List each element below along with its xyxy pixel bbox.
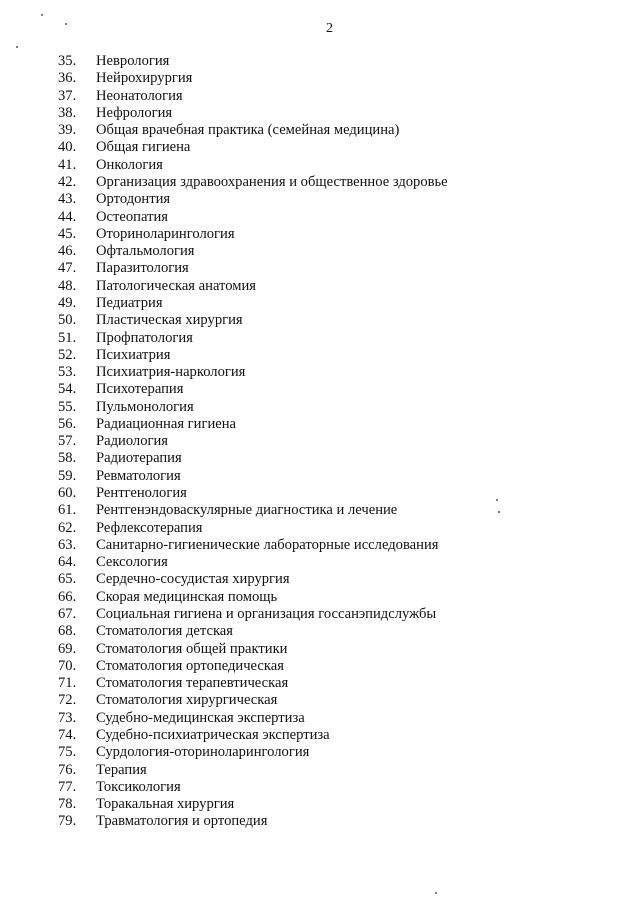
list-item <box>58 330 448 347</box>
list-item-number: 76. <box>58 761 77 778</box>
list-item-number: 75. <box>58 744 77 761</box>
list-item <box>58 260 448 277</box>
list-item <box>58 364 448 381</box>
page-number: 2 <box>326 21 333 36</box>
specialty-list <box>58 53 448 831</box>
list-item-text: Оториноларингология <box>96 225 235 242</box>
list-item-number: 50. <box>58 312 77 329</box>
list-item-text: Общая врачебная практика (семейная медицина) <box>96 122 400 139</box>
list-item <box>58 710 448 727</box>
list-item-number: 79. <box>58 813 77 830</box>
list-item <box>58 347 448 364</box>
list-item-number: 52. <box>58 346 77 363</box>
list-item <box>58 589 448 606</box>
list-item <box>58 675 448 692</box>
list-item-text: Стоматология ортопедическая <box>96 657 284 674</box>
list-item-text: Профпатология <box>96 329 193 346</box>
list-item <box>58 554 448 571</box>
list-item-text: Неврология <box>96 53 170 69</box>
list-item-number: 67. <box>58 606 77 622</box>
list-item <box>58 692 448 709</box>
list-item <box>58 226 448 243</box>
list-item <box>58 450 448 467</box>
list-item-number: 57. <box>58 433 77 450</box>
list-item <box>58 243 448 260</box>
list-item <box>58 468 448 485</box>
list-item <box>58 105 448 122</box>
list-item-number: 63. <box>58 536 77 553</box>
list-item-text: Стоматология хирургическая <box>96 692 278 709</box>
list-item-number: 38. <box>58 104 77 121</box>
list-item-text: Неонатология <box>96 87 183 104</box>
list-item-text: Социальная гигиена и организация госсанэпидслужбы <box>96 606 437 622</box>
list-item-text: Радиационная гигиена <box>96 415 237 432</box>
list-item <box>58 727 448 744</box>
list-item-text: Судебно-психиатрическая экспертиза <box>96 726 330 743</box>
scan-speck <box>435 892 437 894</box>
list-item-text: Сурдология-оториноларингология <box>96 744 310 761</box>
list-item-text: Психиатрия-наркология <box>96 364 246 381</box>
list-item-text: Стоматология терапевтическая <box>96 675 289 692</box>
list-item-text: Рентгенология <box>96 485 187 502</box>
list-item <box>58 139 448 156</box>
list-item-number: 54. <box>58 381 77 398</box>
list-item-text: Психиатрия <box>96 346 171 363</box>
list-item <box>58 70 448 87</box>
list-item-number: 45. <box>58 225 77 242</box>
list-item-number: 65. <box>58 571 77 588</box>
list-item <box>58 209 448 226</box>
list-item-number: 59. <box>58 467 77 484</box>
list-item <box>58 658 448 675</box>
list-item-number: 49. <box>58 294 77 311</box>
list-item-number: 37. <box>58 87 77 104</box>
list-item <box>58 571 448 588</box>
list-item-text: Онкология <box>96 156 163 173</box>
list-item <box>58 122 448 139</box>
scan-speck <box>496 499 498 501</box>
list-item-text: Радиология <box>96 433 169 450</box>
list-item-text: Остеопатия <box>96 208 168 225</box>
scan-speck <box>65 23 67 25</box>
list-item <box>58 762 448 779</box>
list-item <box>58 399 448 416</box>
list-item <box>58 485 448 502</box>
list-item-number: 66. <box>58 588 77 605</box>
list-item-number: 36. <box>58 70 77 87</box>
list-item <box>58 174 448 191</box>
list-item-number: 74. <box>58 726 77 743</box>
list-item-text: Организация здравоохранения и общественное здоровье <box>96 173 448 190</box>
list-item-number: 77. <box>58 778 77 795</box>
list-item <box>58 623 448 640</box>
list-item <box>58 779 448 796</box>
list-item <box>58 191 448 208</box>
list-item-text: Ревматология <box>96 467 181 484</box>
list-item-text: Психотерапия <box>96 381 184 398</box>
list-item <box>58 433 448 450</box>
list-item-number: 62. <box>58 519 77 536</box>
list-item <box>58 278 448 295</box>
list-item <box>58 295 448 312</box>
list-item-text: Нефрология <box>96 104 173 121</box>
list-item-number: 64. <box>58 554 77 571</box>
list-item <box>58 312 448 329</box>
list-item <box>58 796 448 813</box>
list-item-text: Радиотерапия <box>96 450 182 467</box>
list-item-number: 72. <box>58 692 77 709</box>
list-item-text: Стоматология детская <box>96 623 234 640</box>
list-item-text: Сексология <box>96 554 168 571</box>
list-item-text: Терапия <box>96 761 147 778</box>
list-item-number: 51. <box>58 329 77 346</box>
list-item-text: Травматология и ортопедия <box>96 813 268 830</box>
list-item <box>58 520 448 537</box>
list-item <box>58 381 448 398</box>
list-item <box>58 502 448 519</box>
list-item-number: 61. <box>58 502 77 519</box>
list-item-text: Санитарно-гигиенические лабораторные исследования <box>96 536 439 553</box>
list-item-text: Токсикология <box>96 778 181 795</box>
list-item-number: 55. <box>58 398 77 415</box>
scan-speck <box>41 14 43 16</box>
list-item-number: 35. <box>58 53 77 69</box>
list-item-text: Сердечно-сосудистая хирургия <box>96 571 290 588</box>
list-item-text: Паразитология <box>96 260 189 277</box>
list-item-text: Торакальная хирургия <box>96 796 235 813</box>
list-item-number: 70. <box>58 657 77 674</box>
list-item-number: 53. <box>58 364 77 381</box>
list-item-number: 48. <box>58 277 77 294</box>
scan-speck <box>16 46 18 48</box>
list-item-number: 40. <box>58 139 77 156</box>
list-item-text: Офтальмология <box>96 243 195 260</box>
list-item-text: Пластическая хирургия <box>96 312 243 329</box>
list-item-text: Пульмонология <box>96 398 194 415</box>
list-item <box>58 88 448 105</box>
list-item-number: 58. <box>58 450 77 467</box>
list-item <box>58 606 448 623</box>
list-item <box>58 537 448 554</box>
list-item <box>58 641 448 658</box>
scan-speck <box>498 511 500 513</box>
list-item-number: 46. <box>58 243 77 260</box>
list-item <box>58 744 448 761</box>
list-item-number: 39. <box>58 122 77 139</box>
list-item-number: 73. <box>58 709 77 726</box>
list-item-text: Патологическая анатомия <box>96 277 257 294</box>
list-item-text: Судебно-медицинская экспертиза <box>96 709 305 726</box>
list-item-text: Рентгенэндоваскулярные диагностика и лечение <box>96 502 398 519</box>
list-item-text: Общая гигиена <box>96 139 191 156</box>
list-item-number: 41. <box>58 156 77 173</box>
list-item-number: 47. <box>58 260 77 277</box>
list-item-number: 44. <box>58 208 77 225</box>
list-item-text: Скорая медицинская помощь <box>96 588 278 605</box>
list-item-text: Рефлексотерапия <box>96 519 203 536</box>
list-item-number: 68. <box>58 623 77 640</box>
list-item <box>58 416 448 433</box>
list-item-number: 43. <box>58 191 77 208</box>
list-item-text: Ортодонтия <box>96 191 171 208</box>
list-item-text: Стоматология общей практики <box>96 640 288 657</box>
list-item <box>58 813 448 830</box>
list-item-number: 69. <box>58 640 77 657</box>
list-item <box>58 157 448 174</box>
list-item-text: Нейрохирургия <box>96 70 193 87</box>
list-item-text: Педиатрия <box>96 294 163 311</box>
list-item <box>58 53 448 70</box>
list-item-number: 78. <box>58 796 77 813</box>
list-item-number: 42. <box>58 173 77 190</box>
list-item-number: 56. <box>58 415 77 432</box>
list-item-number: 60. <box>58 485 77 502</box>
list-item-number: 71. <box>58 675 77 692</box>
